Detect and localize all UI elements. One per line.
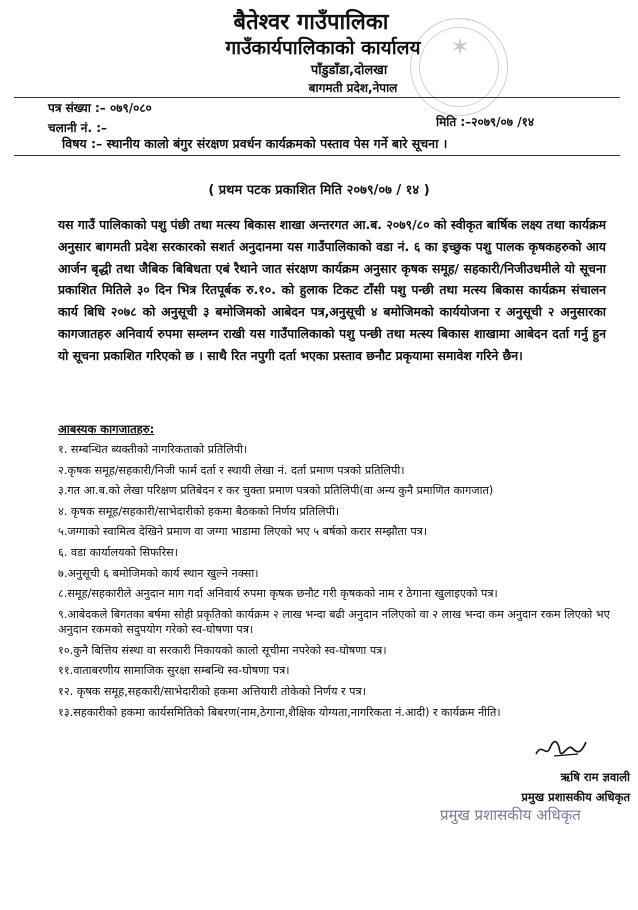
requirements-heading: आबस्यक कागजातहरु: <box>58 422 155 436</box>
requirements-list <box>58 442 618 725</box>
office-province: बागमती प्रदेश,नेपाल <box>308 81 398 95</box>
requirement-item: ९.आबेदकले बिगतका बर्षमा सोही प्रकृतिको कार्यक्रम २ लाख भन्दा बढी अनुदान नलिएको वा २ लाख भन्दा कम अनुदान रकम लिएको भए अनुदान रकमको सदुपयोग गरेको स्व-घोषणा पत्र। <box>58 607 610 637</box>
notice-subject: विषय :– स्थानीय कालो बंगुर संरक्षण प्रवर्धन कार्यक्रमको पस्ताव पेस गर्ने बारे सूचना । <box>62 136 448 151</box>
requirement-item: १०.कुनै बित्तिय संस्था वा सरकारी निकायको कालो सूचीमा नपरेको स्व-घोषणा पत्र। <box>58 643 387 657</box>
requirement-item: १. सम्बन्धित ब्यक्तीको नागरिकताको प्रतिलिपी। <box>58 443 248 456</box>
notice-body: यस गाउँ पालिकाको पशु पंछी तथा मत्स्य बिकास शाखा अन्तरगत आ.ब. २०७९/८० को स्वीकृत बार्षिक लक्ष्य तथा कार्यक्रम अनुसार बागमती प्रदेश सरकारको सशर्त अनुदानमा यस गाउँपालिकाको वडा नं. ६ का इच्छुक पशु पालक कृषकहरुको आय आर्जन बृद्धी तथा जैबिक बिबिधता एबं रैथाने जात संरक्षण कार्यक्रम अनुसार कृषक समूह/ सहकारी/निजीउधमीले यो सूचना प्रकाशित मितिले ३० दिन भित्र रितपूर्बक रु.१०. को हुलाक टिकट टाँसी पशु पन्छी तथा मत्स्य बिकास कार्यक्रम संचालन कार्य बिधि २०७८ को अनुसूची ३ बमोजिमको आबेदन पत्र,अनुसूची ४ बमोजिमको कार्ययोजना र अनुसूची २ अनुसारका कागजातहरु अनिवार्य रुपमा सम्लग्न राखी यस गाउँपालिकाको पशु पन्छी तथा मत्स्य बिकास शाखामा आबेदन दर्ता गर्नु हुन यो सूचना प्रकाशित गरिएको छ । साथै रित नपुगी दर्ता भएका प्रस्ताव छनौट प्रकृयामा समावेश गरिने छैन। <box>58 217 606 363</box>
office-location: पाँडुडाँडा,दोलखा <box>310 63 388 78</box>
seal-emblem-icon: ✶ <box>449 33 471 61</box>
subject-divider <box>14 155 620 156</box>
requirement-item: १२. कृषक समूह,सहकारी/साभेदारीको हकमा अत्तियारी तोकेको निर्णय र पत्र। <box>58 685 366 699</box>
designation-stamp: प्रमुख प्रशासकीय अधिकृत <box>440 806 581 824</box>
requirement-item: ८.समूह/सहकारीले अनुदान माग गर्दा अनिवार्य रुपमा कृषक छनौट गरी कृषकको नाम र ठेगाना खुलाइएको पत्र। <box>58 587 498 601</box>
requirement-item: ४. कृषक समूह/सहकारी/साभेदारीको हकमा बैठकको निर्णय प्रतिलिपी। <box>58 504 340 518</box>
requirement-item: ५.जग्गाको स्वामित्व देखिने प्रमाण वा जग्गा भाडामा लिएको भए ५ बर्षको करार सम्झौता पत्र। <box>58 525 428 539</box>
requirement-item: ७.अनुसूची ६ बमोजिमको कार्य स्थान खुल्ने नक्सा। <box>58 566 259 580</box>
signatory-name: ऋषि राम ज्ञवाली <box>560 770 630 784</box>
signatory-title: प्रमुख प्रशासकीय अधिकृत <box>521 790 630 804</box>
first-published-date: ( प्रथम पटक प्रकाशित मिति २०७९/०७ / १४ ) <box>208 183 430 198</box>
municipality-name: बैतेश्वर गाउँपालिका <box>233 10 389 35</box>
signature-mark <box>534 736 590 762</box>
requirement-item: ३.गत आ.ब.को लेखा परिक्षण प्रतिबेदन र कर चुक्ता प्रमाण पत्रको प्रतिलिपी(वा अन्य कुनै प्रमाणित कागजात) <box>58 484 494 498</box>
requirement-item: ११.वाताबरणीय सामाजिक सुरक्षा सम्बन्धि स्व-घोषणा पत्र। <box>58 664 290 678</box>
header-divider <box>14 97 620 98</box>
letter-date: मिति :–२०७९/०७ /१४ <box>436 115 535 129</box>
requirement-item: २.कृषक समूह/सहकारी/निजी फार्म दर्ता र स्थायी लेखा नं. दर्ता प्रमाण पत्रको प्रतिलिपी। <box>58 463 405 477</box>
requirement-item: १३.सहकारीको हकमा कार्यसमितिको बिबरण(नाम,ठेगाना,शैक्षिक योग्यता,नागरिकता नं.आदी) र कार्यक्रम नीति। <box>58 705 501 719</box>
requirement-item: ६. वडा कार्यालयको सिफरिस। <box>58 545 178 559</box>
letter-number: पत्र संख्या :– ०७९/०८० <box>48 101 152 115</box>
office-name: गाउँकार्यपालिकाको कार्यालय <box>225 37 421 59</box>
dispatch-number: चलानी नं. :– <box>48 121 108 135</box>
